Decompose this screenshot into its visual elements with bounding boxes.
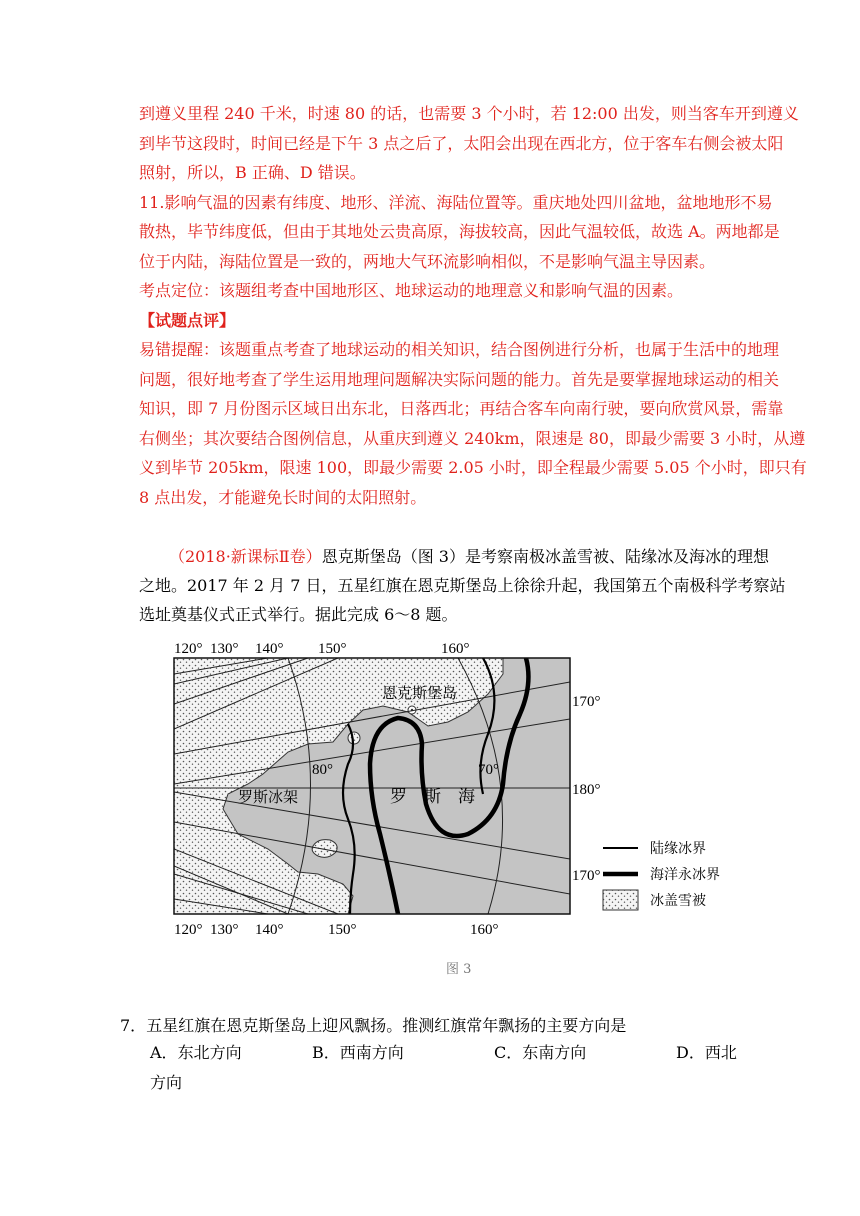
option-b[interactable]: B．西南方向 xyxy=(312,1043,404,1062)
latitude-label: 80° xyxy=(312,762,333,778)
figure-caption: 图 3 xyxy=(446,962,472,977)
answer-line: 到遵义里程 240 千米，时速 80 的话，也需要 3 个小时，若 12:00 出发，则当客车开到遵义 xyxy=(139,104,799,123)
top-label: 130° xyxy=(210,641,239,657)
right-label: 170° xyxy=(572,868,601,884)
option-d-wrap: 方向 xyxy=(150,1073,183,1092)
answer-line: 照射，所以，B 正确、D 错误。 xyxy=(139,163,366,182)
intro-line: 选址奠基仪式正式举行。据此完成 6～8 题。 xyxy=(139,605,458,624)
question-intro xyxy=(139,542,786,629)
question-7 xyxy=(120,1012,626,1040)
small-island xyxy=(312,840,337,858)
review-heading: 【试题点评】 xyxy=(139,310,236,330)
review-line: 易错提醒：该题重点考查了地球运动的相关知识，结合图例进行分析，也属于生活中的地理 xyxy=(139,340,780,359)
right-label: 180° xyxy=(572,782,601,798)
bottom-label: 150° xyxy=(328,922,357,938)
ice-shelf-label: 罗斯冰架 xyxy=(238,788,299,806)
top-label: 150° xyxy=(318,641,347,657)
top-label: 160° xyxy=(441,641,470,657)
answer-explanation xyxy=(139,99,807,512)
intro-line: 恩克斯堡岛（图 3）是考察南极冰盖雪被、陆缘冰及海冰的理想 xyxy=(321,547,769,566)
question-stem: 五星红旗在恩克斯堡岛上迎风飘扬。推测红旗常年飘扬的主要方向是 xyxy=(146,1016,627,1035)
question-source: （2018·新课标Ⅱ卷） xyxy=(169,547,322,566)
option-a[interactable]: A．东北方向 xyxy=(150,1043,242,1062)
legend-thick-label: 海洋永冰界 xyxy=(650,867,720,883)
top-label: 140° xyxy=(255,641,284,657)
review-line: 知识，即 7 月份图示区域日出东北，日落西北；再结合客车向南行驶，要向欣赏风景，需靠 xyxy=(139,399,784,418)
answer-line: 到毕节这段时，时间已经是下午 3 点之后了，太阳会出现在西北方，位于客车右侧会被太阳 xyxy=(139,133,784,153)
top-label: 120° xyxy=(174,641,203,657)
ross-sea-map xyxy=(158,634,770,946)
latitude-label: 70° xyxy=(478,762,499,778)
legend-dotted-label: 冰盖雪被 xyxy=(650,893,706,909)
answer-line: 位于内陆，海陆位置是一致的，两地大气环流影响相似，不是影响气温主导因素。 xyxy=(139,251,716,271)
intro-line: 之地。2017 年 2 月 7 日，五星红旗在恩克斯堡岛上徐徐升起，我国第五个南极科学考察站 xyxy=(139,576,786,595)
bottom-label: 130° xyxy=(210,922,239,938)
option-c[interactable]: C．东南方向 xyxy=(494,1043,587,1062)
option-d[interactable]: D．西北 xyxy=(676,1043,737,1062)
right-label: 170° xyxy=(572,694,601,710)
review-line: 义到毕节 205km，限速 100，即最少需要 2.05 小时，即全程最少需要 5.05 个小时，即只有 xyxy=(139,458,807,477)
island-label: 恩克斯堡岛 xyxy=(382,684,458,702)
bottom-label: 140° xyxy=(255,922,284,938)
map-legend xyxy=(603,840,720,910)
answer-line: 散热，毕节纬度低，但由于其地处云贵高原，海拔较高，因此气温较低，故选 A。两地都是 xyxy=(139,222,780,241)
review-line: 问题，很好地考查了学生运用地理问题解决实际问题的能力。首先是要掌握地球运动的相关 xyxy=(139,369,780,389)
answer-line: 考点定位：该题组考查中国地形区、地球运动的地理意义和影响气温的因素。 xyxy=(139,281,684,300)
question-number: 7． xyxy=(120,1016,147,1035)
legend-thin-label: 陆缘冰界 xyxy=(650,841,706,857)
review-line: 8 点出发，才能避免长时间的太阳照射。 xyxy=(139,487,427,507)
sea-label: 罗 斯 海 xyxy=(390,787,475,807)
bottom-label: 120° xyxy=(174,922,203,938)
answer-line: 11.影响气温的因素有纬度、地形、洋流、海陆位置等。重庆地处四川盆地，盆地地形不易 xyxy=(139,192,773,212)
bottom-label: 160° xyxy=(470,922,499,938)
review-line: 右侧坐；其次要结合图例信息，从重庆到遵义 240km，限速是 80，即最少需要 3 小时，从遵 xyxy=(139,428,806,448)
